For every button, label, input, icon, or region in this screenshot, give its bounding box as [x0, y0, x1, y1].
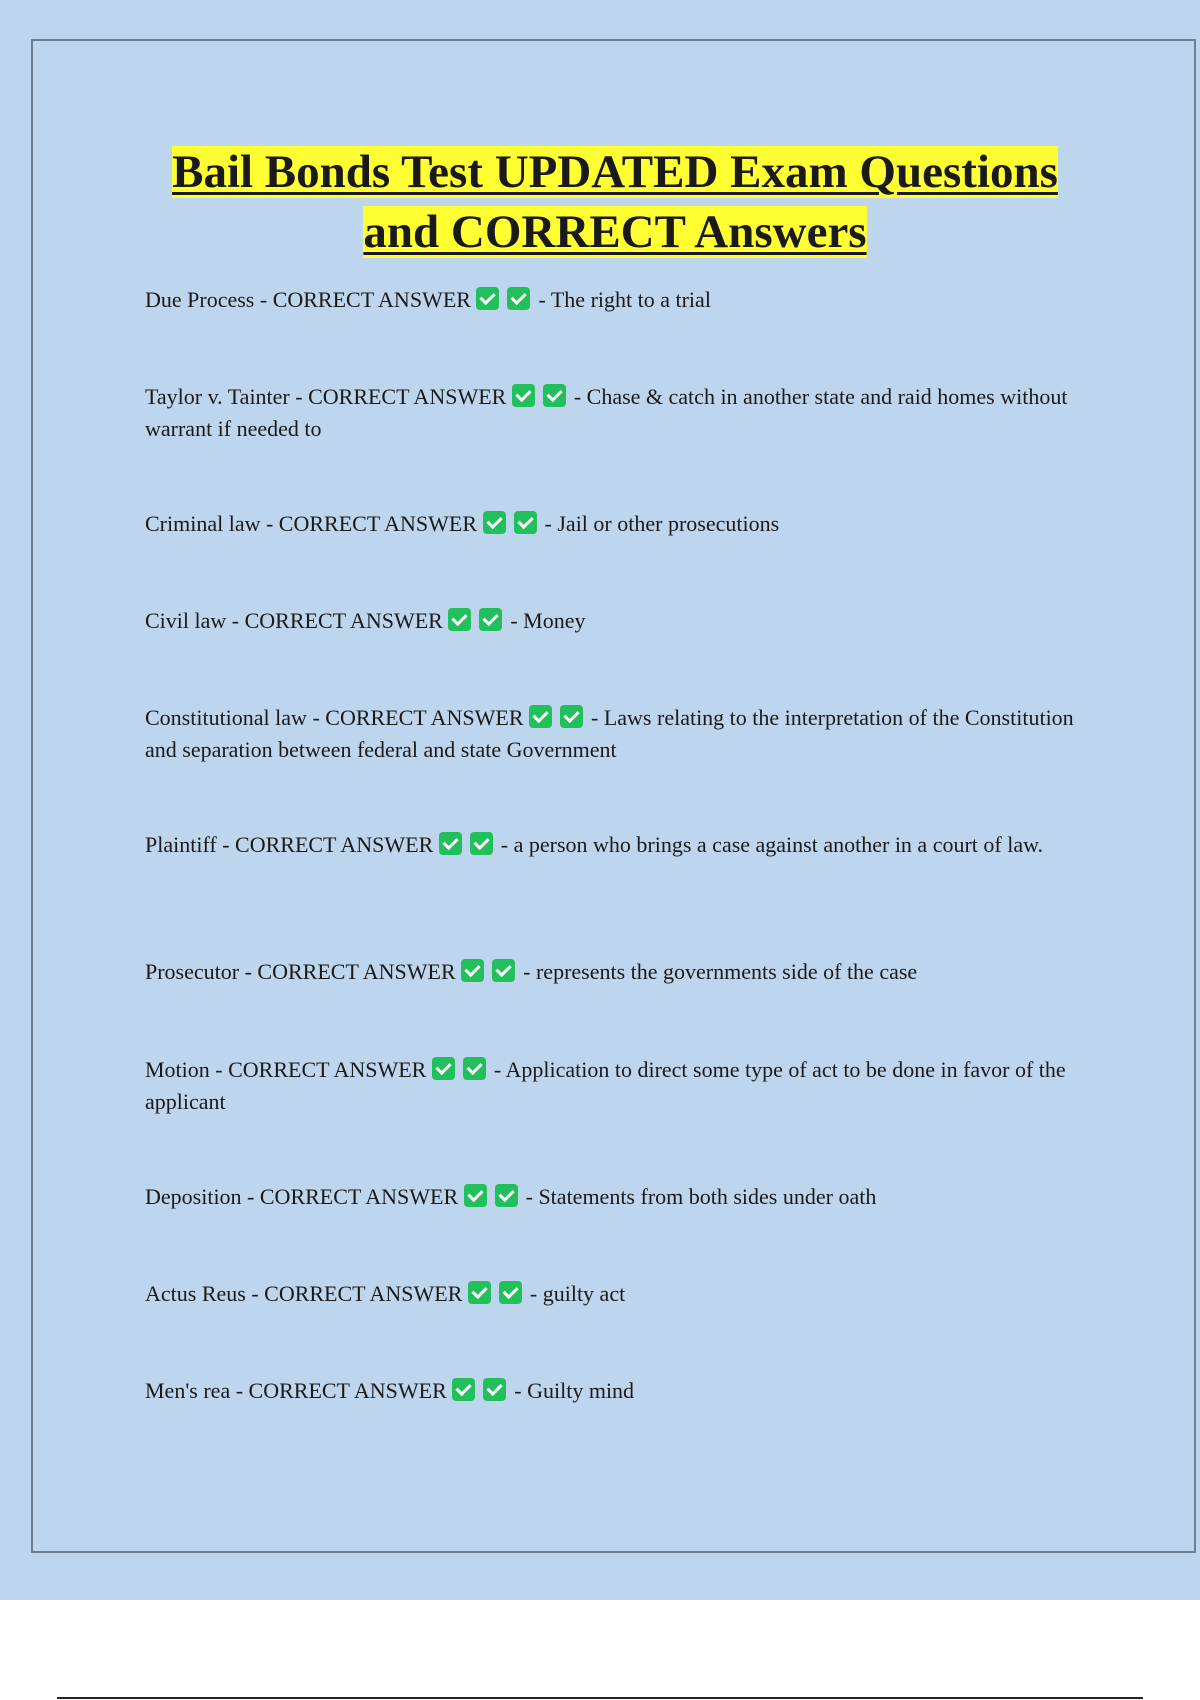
- qa-item: [145, 829, 1095, 861]
- check-mark-icon: [470, 832, 493, 855]
- qa-term: Civil law - CORRECT ANSWER: [145, 608, 443, 633]
- qa-answer: - The right to a trial: [538, 287, 711, 312]
- qa-answer: - Guilty mind: [514, 1378, 635, 1403]
- check-mark-icon: [560, 705, 583, 728]
- qa-item: [145, 605, 1095, 637]
- check-mark-icon: [439, 832, 462, 855]
- check-mark-icon: [463, 1057, 486, 1080]
- check-mark-icon: [507, 287, 530, 310]
- qa-term: Due Process - CORRECT ANSWER: [145, 287, 471, 312]
- qa-item: [145, 508, 1095, 540]
- qa-term: Men's rea - CORRECT ANSWER: [145, 1378, 447, 1403]
- check-mark-icon: [483, 1378, 506, 1401]
- check-mark-icon: [492, 959, 515, 982]
- check-mark-icon: [543, 384, 566, 407]
- check-mark-icon: [461, 959, 484, 982]
- check-mark-icon: [476, 287, 499, 310]
- qa-item: [145, 1054, 1095, 1118]
- check-mark-icon: [495, 1184, 518, 1207]
- qa-answer: - Money: [510, 608, 586, 633]
- qa-term: Prosecutor - CORRECT ANSWER: [145, 959, 456, 984]
- qa-item: [145, 284, 1095, 316]
- qa-item: [145, 1278, 1095, 1310]
- qa-answer: - Chase & catch in another state and raid homes without warrant if needed to: [145, 384, 1068, 441]
- qa-term: Criminal law - CORRECT ANSWER: [145, 511, 478, 536]
- qa-term: Constitutional law - CORRECT ANSWER: [145, 705, 524, 730]
- check-mark-icon: [452, 1378, 475, 1401]
- check-mark-icon: [479, 608, 502, 631]
- check-mark-icon: [499, 1281, 522, 1304]
- check-mark-icon: [432, 1057, 455, 1080]
- page-border: [31, 39, 1196, 1553]
- check-mark-icon: [514, 511, 537, 534]
- qa-answer: - guilty act: [529, 1281, 626, 1306]
- qa-answer: - Application to direct some type of act to be done in favor of the applicant: [145, 1057, 1066, 1114]
- qa-answer: - Laws relating to the interpretation of the Constitution and separation between federal and state Government: [145, 705, 1074, 762]
- check-mark-icon: [483, 511, 506, 534]
- check-mark-icon: [468, 1281, 491, 1304]
- check-mark-icon: [529, 705, 552, 728]
- qa-item: [145, 1375, 1095, 1407]
- qa-answer: - a person who brings a case against another in a court of law.: [500, 832, 1044, 857]
- check-mark-icon: [448, 608, 471, 631]
- title-line-1: Bail Bonds Test UPDATED Exam Questions: [172, 146, 1058, 198]
- qa-term: Plaintiff - CORRECT ANSWER: [145, 832, 434, 857]
- qa-item: [145, 702, 1095, 766]
- qa-answer: - Jail or other prosecutions: [544, 511, 780, 536]
- check-mark-icon: [464, 1184, 487, 1207]
- qa-term: Actus Reus - CORRECT ANSWER: [145, 1281, 463, 1306]
- qa-answer: - represents the governments side of the case: [523, 959, 918, 984]
- footer-rule: [57, 1697, 1143, 1699]
- qa-term: Taylor v. Tainter - CORRECT ANSWER: [145, 384, 507, 409]
- qa-item: [145, 956, 1095, 988]
- qa-term: Deposition - CORRECT ANSWER: [145, 1184, 459, 1209]
- document-title: [60, 142, 1170, 262]
- check-mark-icon: [512, 384, 535, 407]
- qa-term: Motion - CORRECT ANSWER: [145, 1057, 427, 1082]
- qa-item: [145, 1181, 1095, 1213]
- qa-item: [145, 381, 1095, 445]
- title-line-2: and CORRECT Answers: [363, 206, 867, 258]
- qa-answer: - Statements from both sides under oath: [525, 1184, 877, 1209]
